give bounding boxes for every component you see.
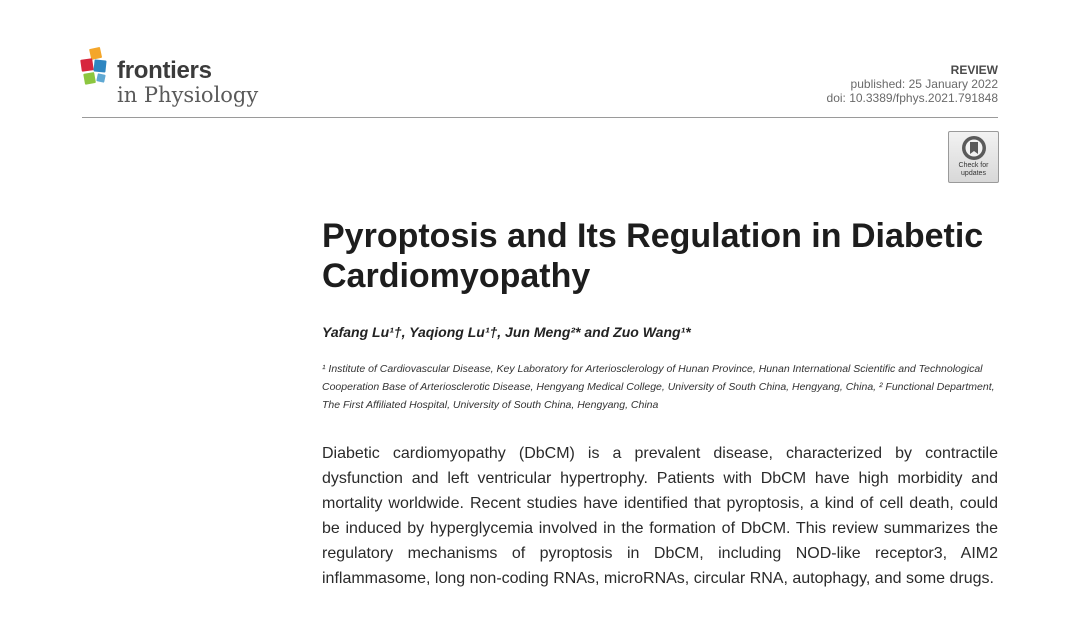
check-updates-label-1: Check for bbox=[958, 162, 989, 169]
logo-wordmark-journal: in Physiology bbox=[117, 83, 259, 107]
article-meta bbox=[827, 63, 998, 105]
author-list: Yafang Lu¹†, Yaqiong Lu¹†, Jun Meng²* and Zuo Wang¹* bbox=[322, 324, 691, 340]
check-for-updates-button[interactable] bbox=[948, 131, 999, 183]
affiliations: ¹ Institute of Cardiovascular Disease, Key Laboratory for Arteriosclerology of Hunan Province, Hunan International Scientific and Technological Cooperation Base of Arteriosclerotic Disease, Hengyang Medical College, University of South China, Hengyang, China, ² Functional Department, The First Affiliated Hospital, University of South China, Hengyang, China bbox=[322, 363, 995, 411]
bookmark-circle-icon bbox=[961, 135, 987, 161]
abstract: Diabetic cardiomyopathy (DbCM) is a prevalent disease, characterized by contractile dysfunction and left ventricular hypertrophy. Patients with DbCM have high morbidity and mortality worldwide. Recent studies have identified that pyroptosis, a kind of cell death, could be induced by hyperglycemia involved in the formation of DbCM. This review summarizes the regulatory mechanisms of pyroptosis in DbCM, including NOD-like receptor3, AIM2 inflammasome, long non-coding RNAs, microRNAs, circular RNA, autophagy, and some drugs. bbox=[322, 445, 998, 587]
article-type: REVIEW bbox=[950, 63, 998, 77]
article-title: Pyroptosis and Its Regulation in Diabetic Cardiomyopathy bbox=[322, 217, 984, 295]
header-divider bbox=[82, 117, 998, 118]
frontiers-cube-logo-icon bbox=[80, 47, 114, 87]
check-updates-label-2: updates bbox=[961, 170, 986, 177]
logo-wordmark-frontiers: frontiers bbox=[117, 57, 212, 84]
doi-link[interactable]: doi: 10.3389/fphys.2021.791848 bbox=[826, 91, 998, 105]
published-date: published: 25 January 2022 bbox=[850, 77, 998, 91]
journal-logo[interactable] bbox=[80, 44, 280, 114]
